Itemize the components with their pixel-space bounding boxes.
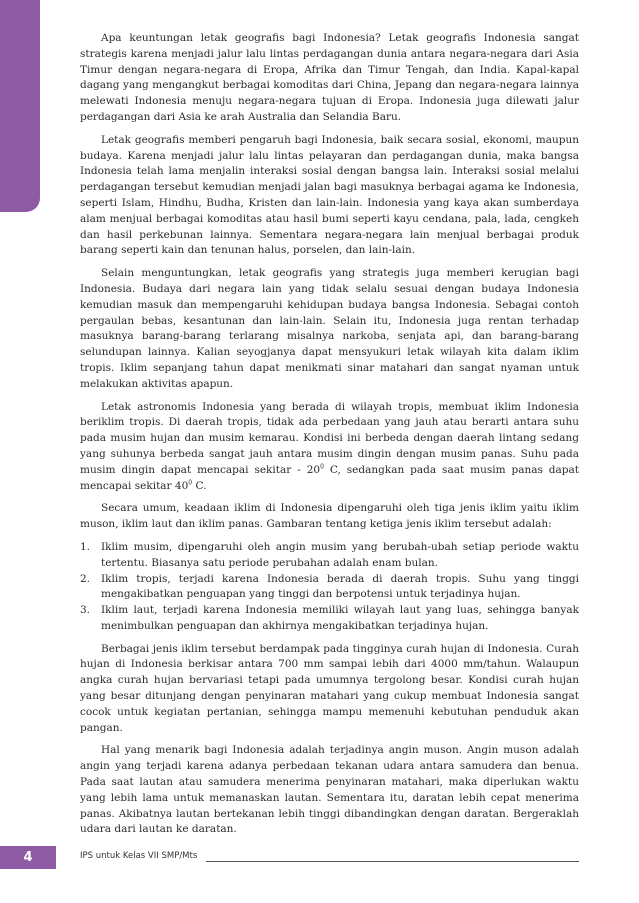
degree-superscript-1: 0 bbox=[320, 463, 324, 471]
page-content bbox=[80, 31, 579, 845]
list-item-number: 3. bbox=[80, 604, 91, 617]
page-number-box bbox=[0, 846, 56, 869]
paragraph-7: Hal yang menarik bagi Indonesia adalah terjadinya angin muson. Angin muson adalah angin yang terjadi karena adanya perbedaan tekanan udara antara samudera dan benua. Pada saat lautan atau samudera menerima penyinaran matahari, maka diperlukan waktu yang lebih lama untuk memanaskan lautan. Sementara itu, daratan lebih cepat menerima panas. Akibatnya lautan bertekanan lebih tinggi dibandingkan dengan daratan. Bergeraklah udara dari lautan ke daratan. bbox=[80, 744, 579, 836]
degree-superscript-2: 0 bbox=[188, 479, 193, 487]
paragraph-1: Apa keuntungan letak geografis bagi Indonesia? Letak geografis Indonesia sangat strategis karena menjadi jalur lalu lintas perdagangan dunia antara negara-negara dari Asia Timur dengan negara-negara di Eropa, Afrika dan Timur Tengah, dan India. Kapal-kapal dagang yang mengangkut berbagai komoditas dari China, Jepang dan negara-negara lainnya melewati Indonesia menuju negara-negara tujuan di Eropa. Indonesia juga dilewati jalur perdagangan dari Asia ke arah Australia dan Selandia Baru. bbox=[80, 32, 579, 123]
paragraph-5: Secara umum, keadaan iklim di Indonesia dipengaruhi oleh tiga jenis iklim yaitu iklim muson, iklim laut dan iklim panas. Gambaran tentang ketiga jenis iklim tersebut adalah: bbox=[80, 502, 579, 531]
climate-list bbox=[80, 540, 579, 635]
footer-book-title: IPS untuk Kelas VII SMP/Mts bbox=[80, 851, 198, 861]
paragraph-2: Letak geografis memberi pengaruh bagi Indonesia, baik secara sosial, ekonomi, maupun budaya. Karena menjadi jalur lalu lintas pelayaran dan perdagangan dunia, maka bangsa Indonesia telah lama menjalin interaksi sosial dengan bangsa lain. Interaksi sosial melalui perdagangan tersebut kemudian menjadi jalan bagi masuknya berbagai agama ke Indonesia, seperti Islam, Hindhu, Budha, Kristen dan lain-lain. Indonesia yang kaya akan sumberdaya alam menjual berbagai komoditas atau hasil bumi seperti kayu cendana, pala, lada, cengkeh dan hasil perkebunan lainnya. Sementara negara-negara lain menjual berbagai produk barang seperti kain dan tenunan halus, porselen, dan lain-lain. bbox=[80, 133, 579, 257]
paragraph-4-part-b: C, sedangkan pada saat musim panas dapat mencapai sekitar 40 bbox=[80, 463, 579, 492]
paragraph-4-part-a: Letak astronomis Indonesia yang berada di wilayah tropis, membuat iklim Indonesia beriklim tropis. Di daerah tropis, tidak ada perbedaan yang jauh atau berarti antara suhu pada musim hujan dan musim kemarau. Kondisi ini berbeda dengan daerah lintang sedang yang suhunya berbeda sangat jauh antara musim dingin dengan musim panas. Suhu pada musim dingin dapat mencapai sekitar - 20 bbox=[80, 400, 579, 476]
list-item-text: Iklim laut, terjadi karena Indonesia memiliki wilayah laut yang luas, sehingga banyak menimbulkan penguapan dan akhirnya mengakibatkan terjadinya hujan. bbox=[101, 604, 579, 632]
list-item-text: Iklim musim, dipengaruhi oleh angin musim yang berubah-ubah setiap periode waktu tertentu. Biasanya satu periode perubahan adalah enam bulan. bbox=[101, 540, 579, 569]
list-item bbox=[80, 603, 579, 635]
page-number: 4 bbox=[23, 850, 33, 865]
list-item bbox=[80, 572, 579, 604]
paragraph-6: Berbagai jenis iklim tersebut berdampak pada tingginya curah hujan di Indonesia. Curah hujan di Indonesia berkisar antara 700 mm sampai lebih dari 4000 mm/tahun. Walaupun angka curah hujan bervariasi tetapi pada umumnya tergolong besar. Kondisi curah hujan yang besar ditunjang dengan penyinaran matahari yang cukup membuat Indonesia sangat cocok untuk kegiatan pertanian, sehingga mampu memenuhi kebutuhan penduduk akan pangan. bbox=[80, 642, 579, 734]
paragraph-4 bbox=[80, 400, 579, 495]
footer-divider bbox=[206, 861, 579, 862]
side-tab-decoration bbox=[0, 0, 40, 212]
list-item-number: 1. bbox=[80, 540, 91, 553]
list-item bbox=[80, 540, 579, 572]
paragraph-3: Selain menguntungkan, letak geografis yang strategis juga memberi kerugian bagi Indonesia. Budaya dari negara lain yang tidak selalu sesuai dengan budaya Indonesia kemudian masuk dan mempengaruhi kehidupan budaya bangsa Indonesia. Sebagai contoh pergaulan bebas, kesantunan dan lain-lain. Selain itu, Indonesia juga rentan terhadap masuknya barang-barang terlarang misalnya narkoba, senjata api, dan barang-barang selundupan lainnya. Kalian seyogjanya dapat mensyukuri letak wilayah kita dalam iklim tropis. Iklim sepanjang tahun dapat menikmati sinar matahari dan sangat nyaman untuk melakukan aktivitas apapun. bbox=[80, 267, 579, 390]
list-item-number: 2. bbox=[80, 572, 91, 585]
list-item-text: Iklim tropis, terjadi karena Indonesia berada di daerah tropis. Suhu yang tinggi mengakibatkan penguapan yang tinggi dan berpotensi untuk terjadinya hujan. bbox=[101, 572, 579, 601]
paragraph-4-part-c: C. bbox=[192, 479, 207, 492]
